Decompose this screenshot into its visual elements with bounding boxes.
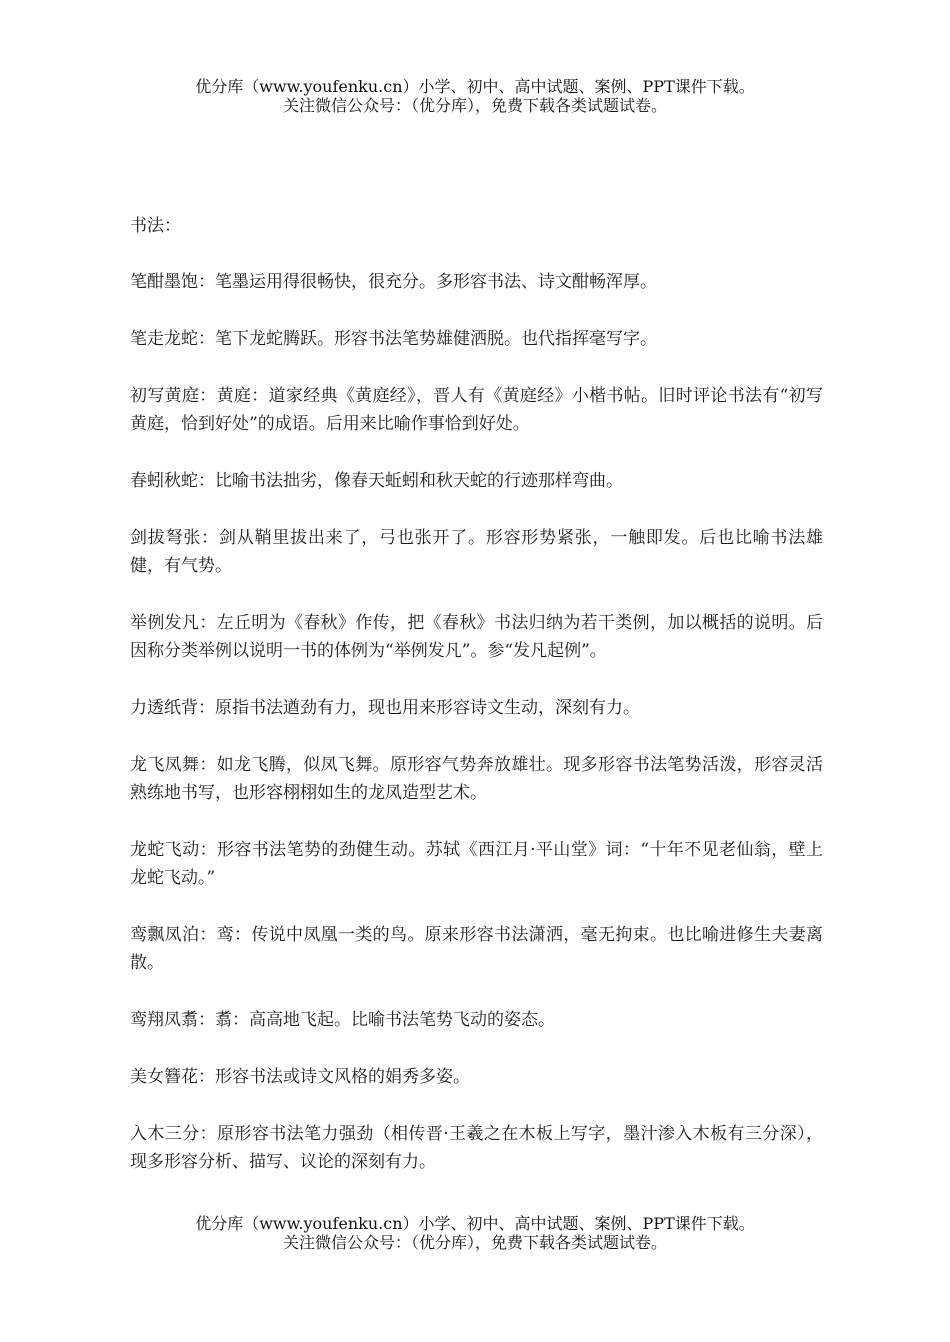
idiom-entry: 春蚓秋蛇：比喻书法拙劣，像春天蚯蚓和秋天蛇的行迹那样弯曲。 [130, 471, 623, 491]
header-line-1: 优分库（www.youfenku.cn）小学、初中、高中试题、案例、PPT课件下载。 [195, 77, 755, 96]
idiom-entry: 入木三分：原形容书法笔力强劲（相传晋·王羲之在木板上写字，墨汁渗入木板有三分深），现多形容分析、描写、议论的深刻有力。 [130, 1124, 823, 1172]
idiom-entry: 鸾翔凤翥：翥：高高地飞起。比喻书法笔势飞动的姿态。 [130, 1010, 555, 1030]
idiom-entry: 剑拔弩张：剑从鞘里拔出来了，弓也张开了。形容形势紧张，一触即发。后也比喻书法雄健，有气势。 [130, 528, 823, 576]
idiom-entry: 力透纸背：原指书法遒劲有力，现也用来形容诗文生动，深刻有力。 [130, 698, 640, 718]
document-body [130, 212, 823, 1205]
header-line-2: 关注微信公众号：（优分库），免费下载各类试题试卷。 [282, 96, 667, 115]
section-title: 书法： [130, 216, 181, 236]
idiom-entry: 美女簪花：形容书法或诗文风格的娟秀多姿。 [130, 1067, 470, 1087]
idiom-entry: 龙蛇飞动：形容书法笔势的劲健生动。苏轼《西江月·平山堂》词：“十年不见老仙翁，壁上龙蛇飞动。” [130, 840, 823, 888]
page-header [0, 77, 950, 115]
footer-line-1: 优分库（www.youfenku.cn）小学、初中、高中试题、案例、PPT课件下载。 [195, 1214, 755, 1233]
footer-line-2: 关注微信公众号：（优分库），免费下载各类试题试卷。 [282, 1233, 667, 1252]
idiom-entry: 举例发凡：左丘明为《春秋》作传，把《春秋》书法归纳为若干类例，加以概括的说明。后因称分类举例以说明一书的体例为“举例发凡”。参“发凡起例”。 [130, 613, 823, 661]
idiom-entry: 笔走龙蛇：笔下龙蛇腾跃。形容书法笔势雄健洒脱。也代指挥毫写字。 [130, 329, 657, 349]
idiom-entry: 龙飞凤舞：如龙飞腾，似凤飞舞。原形容气势奔放雄壮。现多形容书法笔势活泼，形容灵活熟练地书写，也形容栩栩如生的龙凤造型艺术。 [130, 755, 823, 803]
idiom-entry: 鸾飘凤泊：鸾：传说中凤凰一类的鸟。原来形容书法潇洒，毫无拘束。也比喻进修生夫妻离散。 [130, 925, 823, 973]
idiom-entry: 笔酣墨饱：笔墨运用得很畅快，很充分。多形容书法、诗文酣畅浑厚。 [130, 272, 657, 292]
page-footer [0, 1214, 950, 1252]
idiom-entry: 初写黄庭：黄庭：道家经典《黄庭经》，晋人有《黄庭经》小楷书帖。旧时评论书法有“初写黄庭，恰到好处”的成语。后用来比喻作事恰到好处。 [130, 386, 823, 434]
